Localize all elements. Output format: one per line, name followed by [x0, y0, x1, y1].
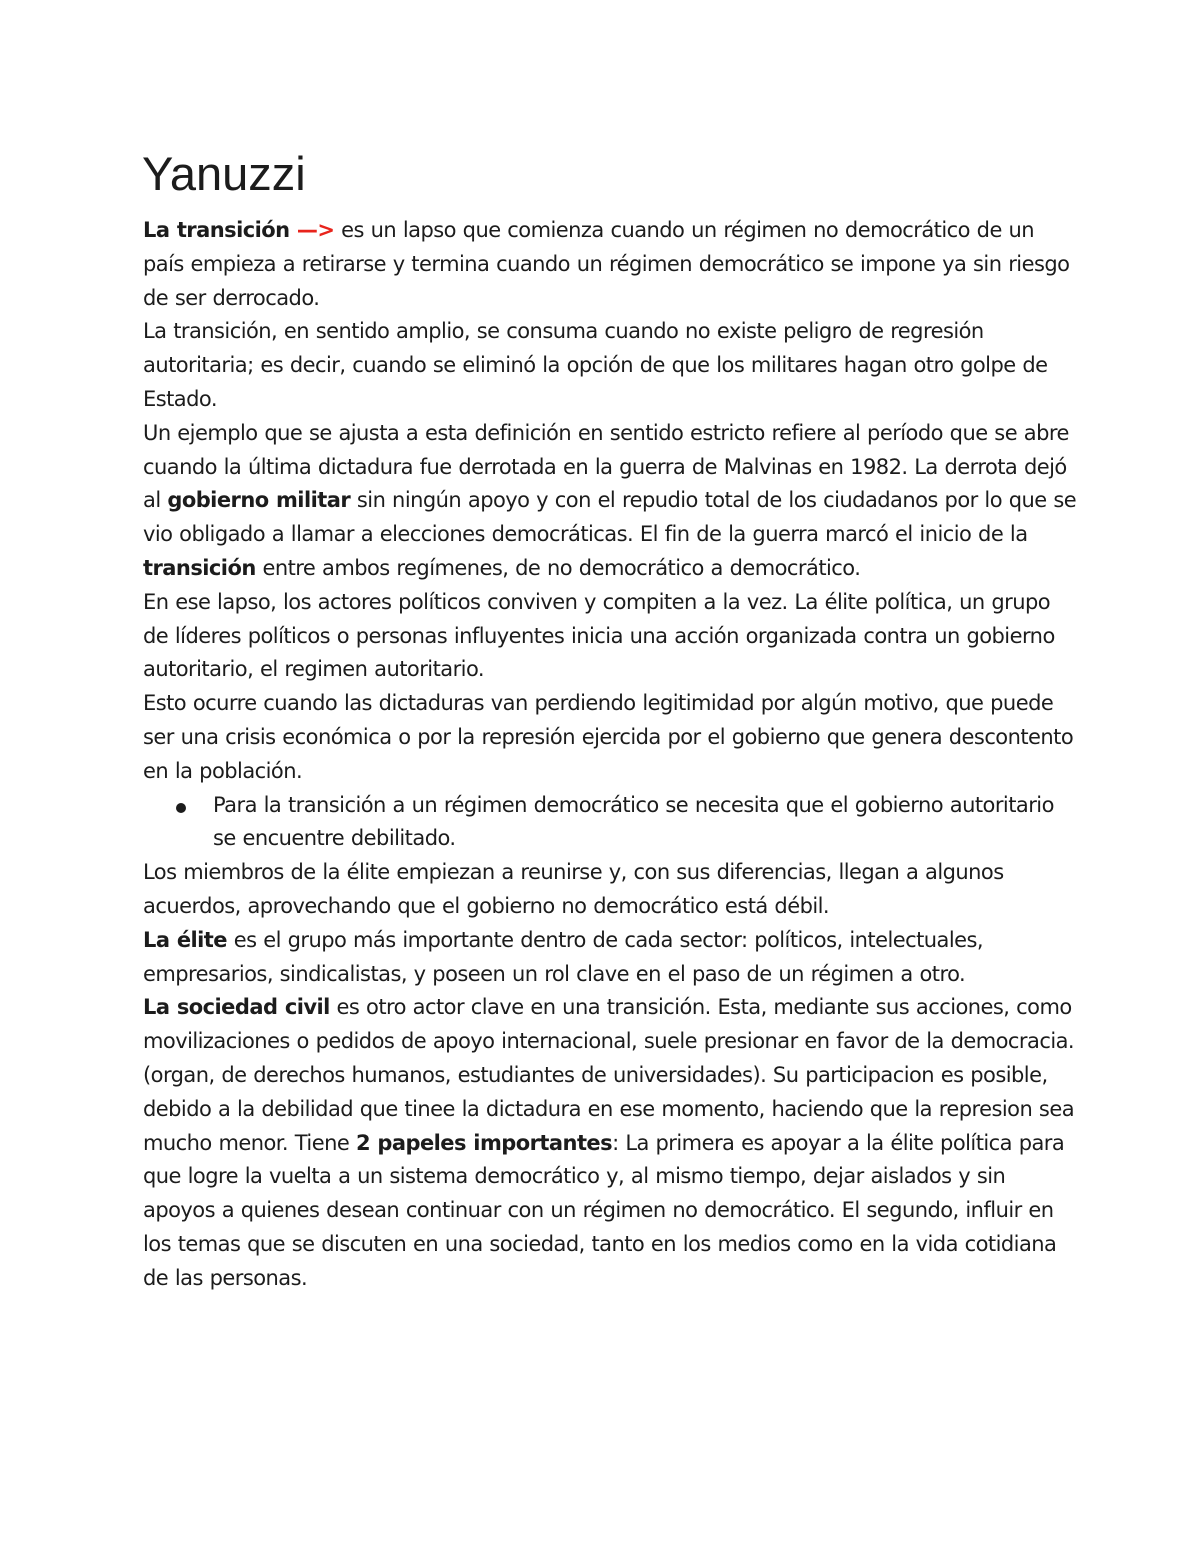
- paragraph-text: entre ambos regímenes, de no democrático a democrático.: [255, 555, 861, 580]
- arrow-icon: —>: [289, 218, 335, 242]
- paragraph-text: Un ejemplo que se ajusta a esta definición en sentido estricto refiere al período que se abre cuando la última dictadura fue derrotada en la guerra de Malvinas en 1982. La derrota dejó al: [143, 420, 1069, 513]
- paragraph-text: es el grupo más importante dentro de cada sector: políticos, intelectuales, empresarios, sindicalistas, y poseen un rol clave en el paso de un régimen a otro.: [143, 927, 984, 986]
- paragraph-legitimidad: Esto ocurre cuando las dictaduras van perdiendo legitimidad por algún motivo, que puede ser una crisis económica o por la represión ejercida por el gobierno que genera descontento en la población.: [143, 691, 1074, 783]
- paragraph-actores-politicos: En ese lapso, los actores políticos conviven y compiten a la vez. La élite política, un grupo de líderes políticos o personas influyentes inicia una acción organizada contra un gobierno autoritario, el regimen autoritario.: [143, 589, 1055, 682]
- bold-term: La transición: [143, 218, 290, 242]
- paragraph-la-elite: [143, 924, 1078, 992]
- paragraph-sentido-amplio: La transición, en sentido amplio, se consuma cuando no existe peligro de regresión autoritaria; es decir, cuando se eliminó la opción de que los militares hagan otro golpe de Estado.: [143, 319, 1048, 411]
- paragraph-text: : La primera es apoyar a la élite política para que logre la vuelta a un sistema democrático y, al mismo tiempo, dejar aislados y sin apoyos a quienes desean continuar con un régimen no democrático. El segundo, influir en los temas que se discuten en una sociedad, tanto en los medios como en la vida cotidiana de las personas.: [143, 1130, 1065, 1290]
- bullet-list: [143, 789, 1078, 857]
- paragraph-text: es otro actor clave en una transición. Esta, mediante sus acciones, como movilizaciones o pedidos de apoyo internacional, suele presionar en favor de la democracia. (organ, de derechos humanos, estudiantes de universidades). Su participacion es posible, debido a la debilidad que tinee la dictadura en ese momento, haciendo que la represion sea mucho menor. Tiene: [143, 995, 1075, 1155]
- bold-term: gobierno militar: [167, 488, 351, 513]
- paragraph-ejemplo-malvinas: [143, 417, 1078, 586]
- list-item-text: Para la transición a un régimen democrático se necesita que el gobierno autoritario se encuentre debilitado.: [213, 792, 1054, 851]
- document-title: Yanuzzi: [142, 147, 306, 200]
- document-body: [143, 214, 1078, 1296]
- bold-term: La élite: [143, 927, 227, 952]
- paragraph-transicion-definicion: [143, 214, 1078, 315]
- paragraph-text: sin ningún apoyo y con el repudio total de los ciudadanos por lo que se vio obligado a llamar a elecciones democráticas. El fin de la guerra marcó el inicio de la: [143, 488, 1077, 547]
- paragraph-text: es un lapso que comienza cuando un régimen no democrático de un país empieza a retirarse y termina cuando un régimen democrático se impone ya sin riesgo de ser derrocado.: [143, 218, 1070, 310]
- list-item: [143, 789, 1078, 857]
- bold-term: 2 papeles importantes: [355, 1130, 613, 1155]
- bold-term: transición: [143, 555, 256, 580]
- paragraph-sociedad-civil: [143, 991, 1078, 1295]
- bold-term: La sociedad civil: [143, 995, 330, 1020]
- bullet-icon: [176, 803, 186, 813]
- paragraph-miembros-elite: Los miembros de la élite empiezan a reunirse y, con sus diferencias, llegan a algunos acuerdos, aprovechando que el gobierno no democrático está débil.: [143, 860, 1004, 918]
